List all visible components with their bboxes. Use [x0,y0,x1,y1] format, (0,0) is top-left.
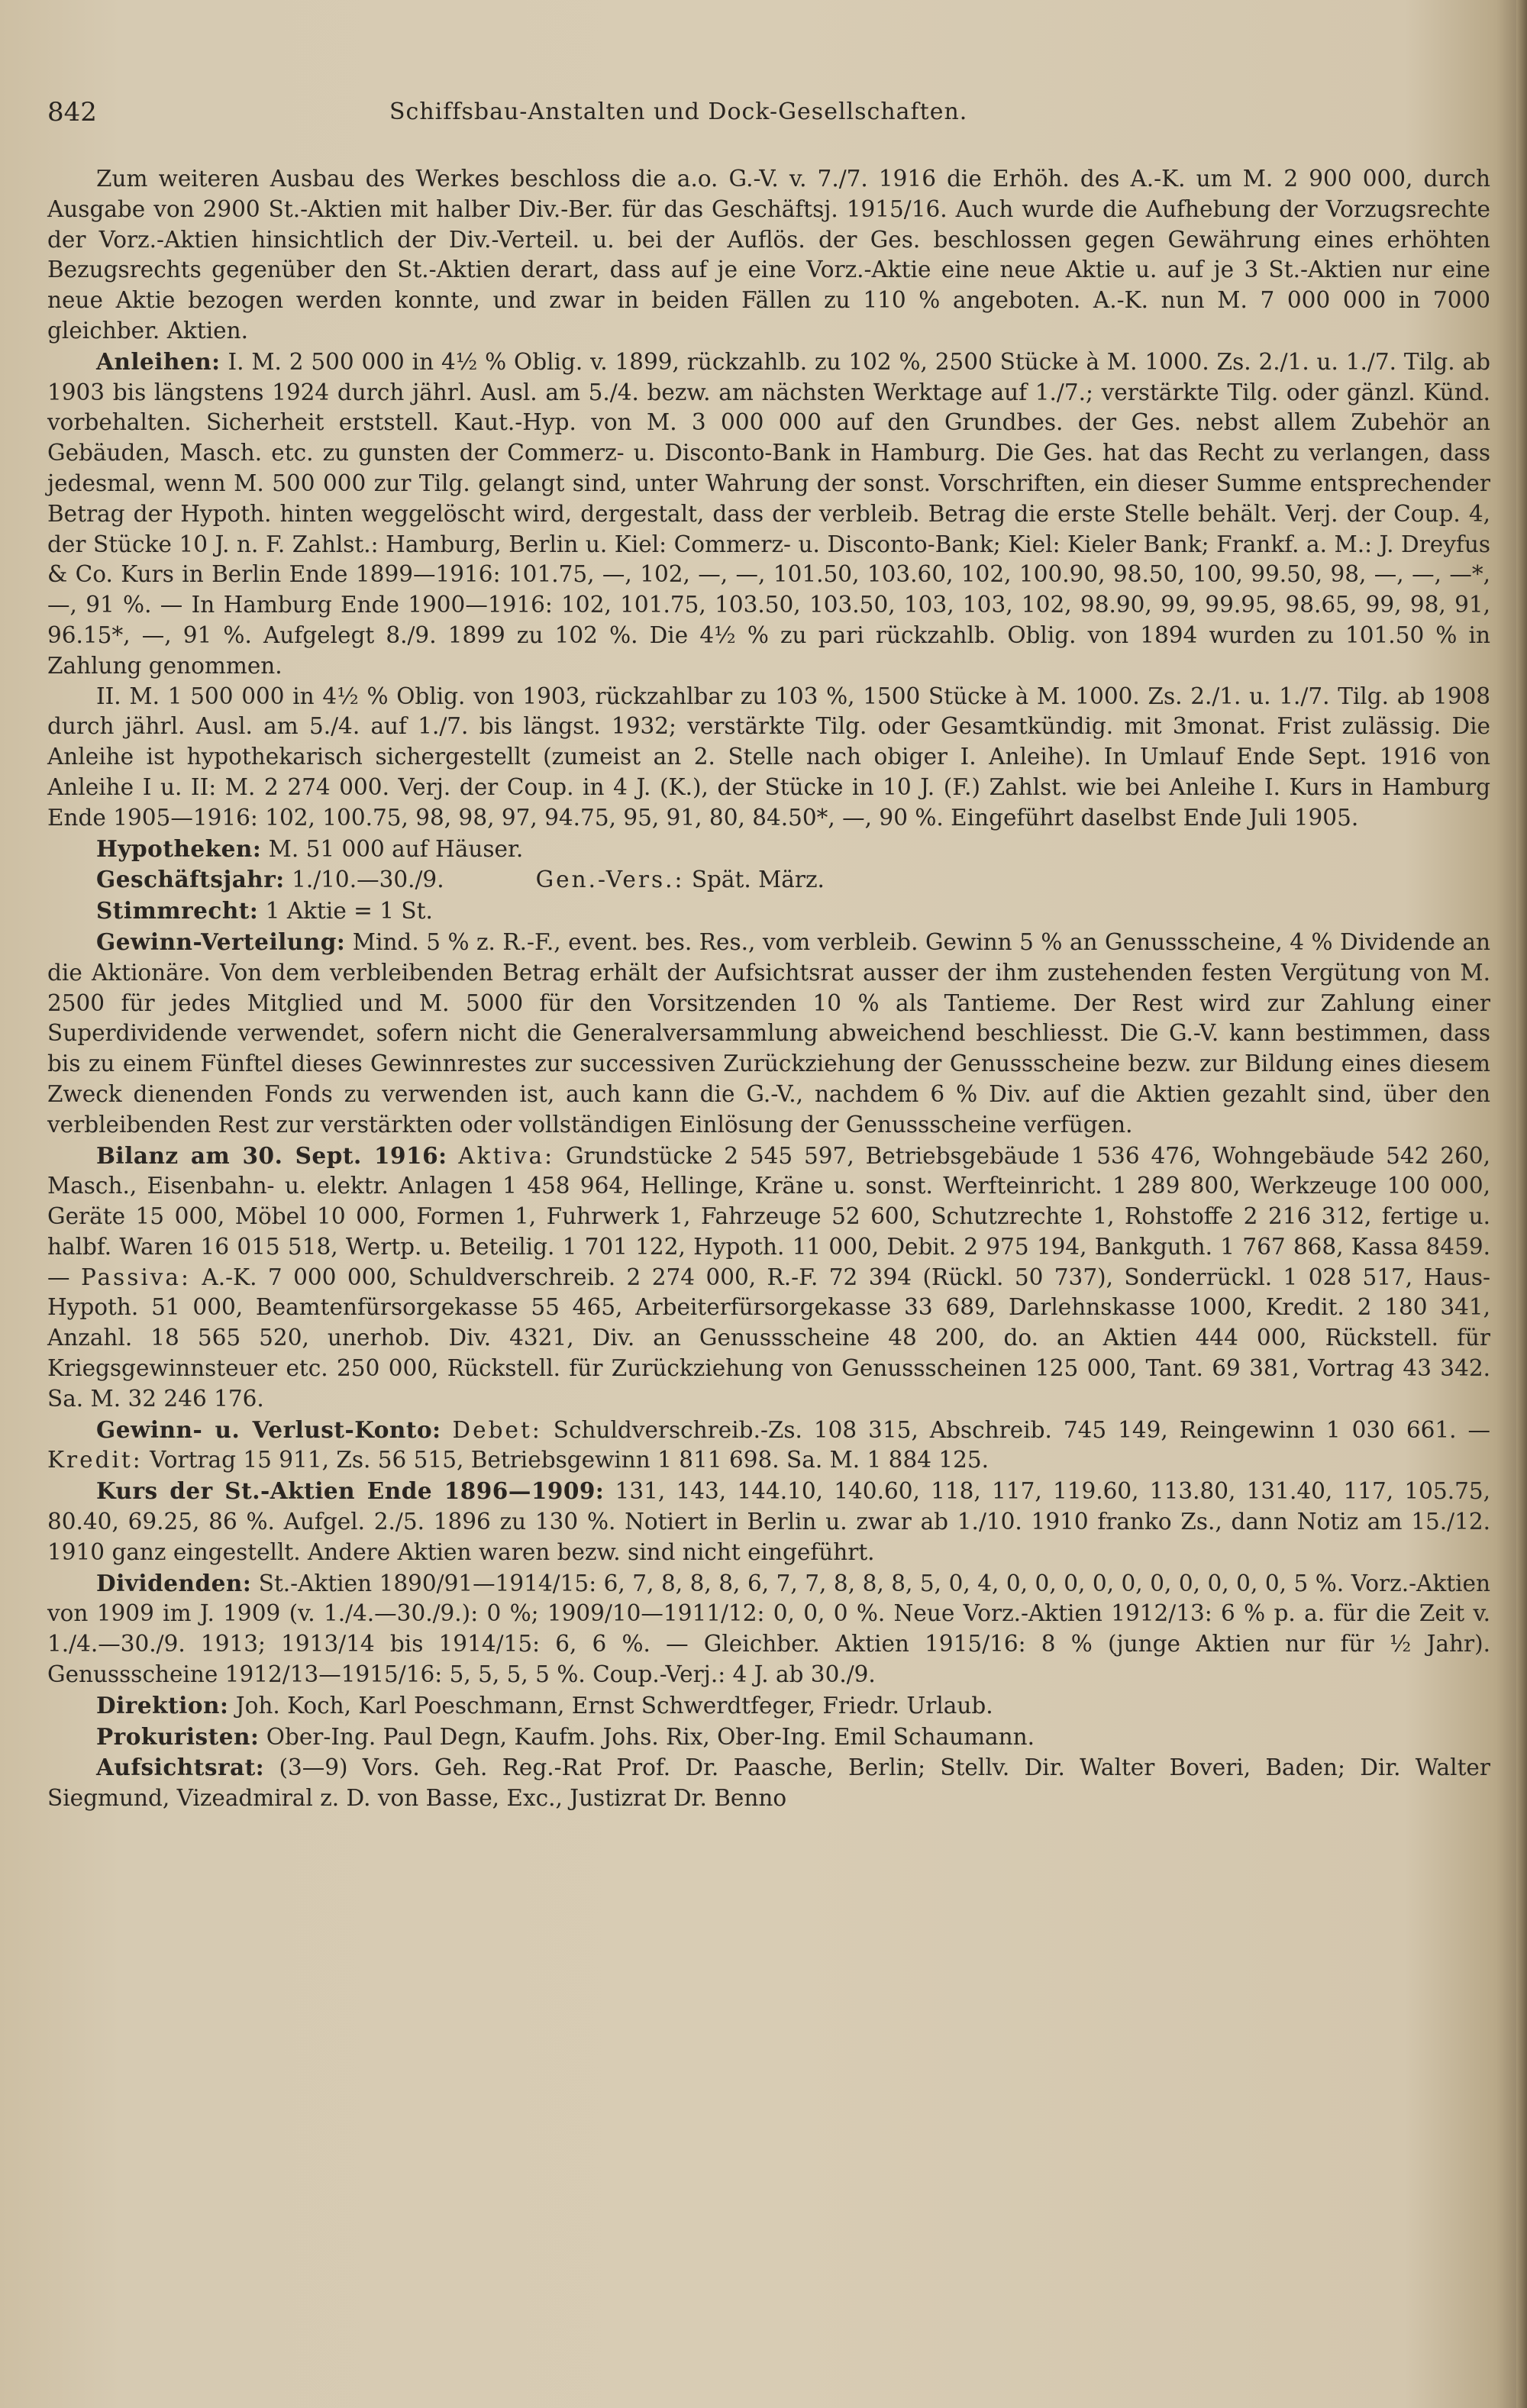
document-body [47,164,1490,1814]
paragraph-authorized-officers: Prokuristen: Ober-Ing. Paul Degn, Kaufm. Johs. Rix, Ober-Ing. Emil Schaumann. [96,1722,1035,1750]
section-heading: Kurs der St.-Aktien Ende 1896—1909: [96,1477,605,1505]
section-label: Passiva: [80,1264,191,1290]
paragraph-share-prices: Kurs der St.-Aktien Ende 1896—1909: 131, 143, 144.10, 140.60, 118, 117, 119.60, 113.80, 131.40, 117, 105.75, 80.40, 69.25, 86 %. Aufgel. 2./5. 1896 zu 130 %. Notiert in Berlin u. zwar ab 1./10. 1910 franko Zs., dann Notiz am 15./12. 1910 ganz eingestellt. Andere Aktien waren bezw. sind nicht eingeführt. [47,1477,1491,1565]
paragraph-mortgages: Hypotheken: M. 51 000 auf Häuser. [96,834,524,862]
page-edge-shadow [1516,0,1527,2408]
section-heading: Dividenden: [96,1569,252,1596]
paragraph-profit-loss: Gewinn- u. Verlust-Konto: Debet: Schuldverschreib.-Zs. 108 315, Abschreib. 745 149, Reingewinn 1 030 661. — Kredit: Vortrag 15 911, Zs. 56 515, Betriebsgewinn 1 811 698. Sa. M. 1 884 125. [47,1415,1490,1474]
section-heading: Bilanz am 30. Sept. 1916: [96,1141,447,1169]
section-label: Kredit: [47,1447,143,1474]
section-label: Aktiva: [458,1142,555,1169]
paragraph-fiscal-year: Geschäftsjahr: 1./10.—30./9. Gen.-Vers.: Spät. März. [96,866,825,893]
paragraph-loans-1: Anleihen: I. M. 2 500 000 in 4½ % Oblig. v. 1899, rückzahlb. zu 102 %, 2500 Stücke à M. 1000. Zs. 2./1. u. 1./7. Tilg. ab 1903 bis längstens 1924 durch jährl. Ausl. am 5./4. bezw. am nächsten Werktage auf 1./7.; verstärkte Tilg. oder gänzl. Künd. vorbehalten. Sicherheit erststell. Kaut.-Hyp. von M. 3 000 000 auf den Grundbes. der Ges. nebst allem Zubehör an Gebäuden, Masch. etc. zu gunsten der Commerz- u. Disconto-Bank in Hamburg. Die Ges. hat das Recht zu verlangen, dass jedesmal, wenn M. 500 000 zur Tilg. gelangt sind, unter Wahrung der sonst. Vorschriften, ein dieser Summe entsprechender Betrag der Hypoth. hinten weggelöscht wird, dergestalt, dass der verbleib. Betrag die erste Stelle behält. Verj. der Coup. 4, der Stücke 10 J. n. F. Zahlst.: Hamburg, Berlin u. Kiel: Commerz- u. Disconto-Bank; Kiel: Kieler Bank; Frankf. a. M.: J. Dreyfus & Co. Kurs in Berlin Ende 1899—1916: 101.75, —, 102, —, —, 101.50, 103.60, 102, 100.90, 98.50, 100, 99.50, 98, —, —, —*, —, 91 %. — In Hamburg Ende 1900—1916: 102, 101.75, 103.50, 103.50, 103, 103, 102, 98.90, 99, 99.95, 98.65, 99, 98, 91, 96.15*, —, 91 %. Aufgelegt 8./9. 1899 zu 102 %. Die 4½ % zu pari rückzahlb. Oblig. von 1894 wurden zu 101.50 % in Zahlung genommen. [47,347,1490,679]
section-heading: Prokuristen: [96,1722,260,1750]
paragraph-supervisory-board: Aufsichtsrat: (3—9) Vors. Geh. Reg.-Rat Prof. Dr. Paasche, Berlin; Stellv. Dir. Walter Boveri, Baden; Dir. Walter Siegmund, Vizeadmiral z. D. von Basse, Exc., Justizrat Dr. Benno [47,1754,1490,1812]
section-heading: Geschäftsjahr: [96,866,285,893]
page-header [47,93,1498,131]
section-heading: Aufsichtsrat: [96,1754,265,1781]
paragraph-capital-increase: Zum weiteren Ausbau des Werkes beschloss die a.o. G.-V. v. 7./7. 1916 die Erhöh. des A.-K. um M. 2 900 000, durch Ausgabe von 2900 St.-Aktien mit halber Div.-Ber. für das Geschäftsj. 1915/16. Auch wurde die Aufhebung der Vorzugsrechte der Vorz.-Aktien hinsichtlich der Div.-Verteil. u. bei der Auflös. der Ges. beschlossen gegen Gewährung eines erhöhten Bezugsrechts gegenüber den St.-Aktien derart, dass auf je eine Vorz.-Aktie eine neue Aktie u. auf je 3 St.-Aktien nur eine neue Aktie bezogen werden konnte, und zwar in beiden Fällen zu 110 % angeboten. A.-K. nun M. 7 000 000 in 7000 gleichber. Aktien. [47,166,1490,344]
paragraph-voting-right: Stimmrecht: 1 Aktie = 1 St. [96,897,433,925]
section-heading: Anleihen: [96,347,221,375]
paragraph-balance-sheet: Bilanz am 30. Sept. 1916: Aktiva: Grundstücke 2 545 597, Betriebsgebäude 1 536 476, Wohngebäude 542 260, Masch., Eisenbahn- u. elektr. Anlagen 1 458 964, Hellinge, Kräne u. sonst. Werfteinricht. 1 289 800, Werkzeuge 100 000, Geräte 15 000, Möbel 10 000, Formen 1, Fuhrwerk 1, Fahrzeuge 52 600, Schutzrechte 1, Rohstoffe 2 216 312, fertige u. halbf. Waren 16 015 518, Wertp. u. Beteilig. 1 701 122, Hypoth. 11 000, Debit. 2 975 194, Bankguth. 1 767 868, Kassa 8459. — Passiva: A.-K. 7 000 000, Schuldverschreib. 2 274 000, R.-F. 72 394 (Rückl. 50 737), Sonderrückl. 1 028 517, Haus-Hypoth. 51 000, Beamtenfürsorgekasse 55 465, Arbeiterfürsorgekasse 33 689, Darlehnskasse 1000, Kredit. 2 180 341, Anzahl. 18 565 520, unerhob. Div. 4321, Div. an Genussscheine 48 200, do. an Aktien 444 000, Rückstell. für Kriegsgewinnsteuer etc. 250 000, Rückstell. für Zurückziehung von Genussscheinen 125 000, Tant. 69 381, Vortrag 43 342. Sa. M. 32 246 176. [47,1141,1491,1412]
section-heading: Stimmrecht: [96,897,259,925]
section-heading: Hypotheken: [96,834,262,862]
paragraph-dividends: Dividenden: St.-Aktien 1890/91—1914/15: 6, 7, 8, 8, 8, 6, 7, 7, 8, 8, 8, 5, 0, 4, 0, 0, 0, 0, 0, 0, 0, 0, 0, 0, 5 %. Vorz.-Aktien von 1909 im J. 1909 (v. 1./4.—30./9.): 0 %; 1909/10—1911/12: 0, 0, 0 %. Neue Vorz.-Aktien 1912/13: 6 % p. a. für die Zeit v. 1./4.—30./9. 1913; 1913/14 bis 1914/15: 6, 6 %. — Gleichber. Aktien 1915/16: 8 % (junge Aktien nur für ½ Jahr). Genussscheine 1912/13—1915/16: 5, 5, 5, 5 %. Coup.-Verj.: 4 J. ab 30./9. [47,1569,1490,1688]
paragraph-loans-2: II. M. 1 500 000 in 4½ % Oblig. von 1903, rückzahlbar zu 103 %, 1500 Stücke à M. 1000. Zs. 2./1. u. 1./7. Tilg. ab 1908 durch jährl. Ausl. am 5./4. auf 1./7. bis längst. 1932; verstärkte Tilg. oder Gesamtkündig. mit 3monat. Frist zulässig. Die Anleihe ist hypothekarisch sichergestellt (zumeist an 2. Stelle nach obiger I. Anleihe). In Umlauf Ende Sept. 1916 von Anleihe I u. II: M. 2 274 000. Verj. der Coup. in 4 J. (K.), der Stücke in 10 J. (F.) Zahlst. wie bei Anleihe I. Kurs in Hamburg Ende 1905—1916: 102, 100.75, 98, 98, 97, 94.75, 95, 91, 80, 84.50*, —, 90 %. Eingeführt daselbst Ende Juli 1905. [47,683,1490,831]
section-subheading: Gen.-Vers.: [535,867,685,893]
section-label: Debet: [452,1416,542,1443]
paragraph-management: Direktion: Joh. Koch, Karl Poeschmann, Ernst Schwerdtfeger, Friedr. Urlaub. [96,1691,993,1719]
running-title: Schiffsbau-Anstalten und Dock-Gesellschaften. [389,98,968,125]
section-heading: Gewinn-Verteilung: [96,928,346,955]
page-number: 842 [47,97,97,128]
section-heading: Gewinn- u. Verlust-Konto: [96,1415,441,1443]
section-heading: Direktion: [96,1691,229,1719]
paragraph-profit-distribution: Gewinn-Verteilung: Mind. 5 % z. R.-F., event. bes. Res., vom verbleib. Gewinn 5 % an Genussscheine, 4 % Dividende an die Aktionäre. Von dem verbleibenden Betrag erhält der Aufsichtsrat ausser der ihm zustehenden festen Vergütung von M. 2500 für jedes Mitglied und M. 5000 für den Vorsitzenden 10 % als Tantieme. Der Rest wird zur Zahlung einer Superdividende verwendet, sofern nicht die Generalversammlung abweichend beschliesst. Die G.-V. kann bestimmen, dass bis zu einem Fünftel dieses Gewinnrestes zur successiven Zurückziehung der Genussscheine bezw. zur Bildung eines diesem Zweck dienenden Fonds zu verwenden ist, auch kann die G.-V., nachdem 6 % Div. auf die Aktien gezahlt sind, über den verbleibenden Rest zur verstärkten oder vollständigen Einlösung der Genussscheine verfügen. [47,928,1490,1138]
